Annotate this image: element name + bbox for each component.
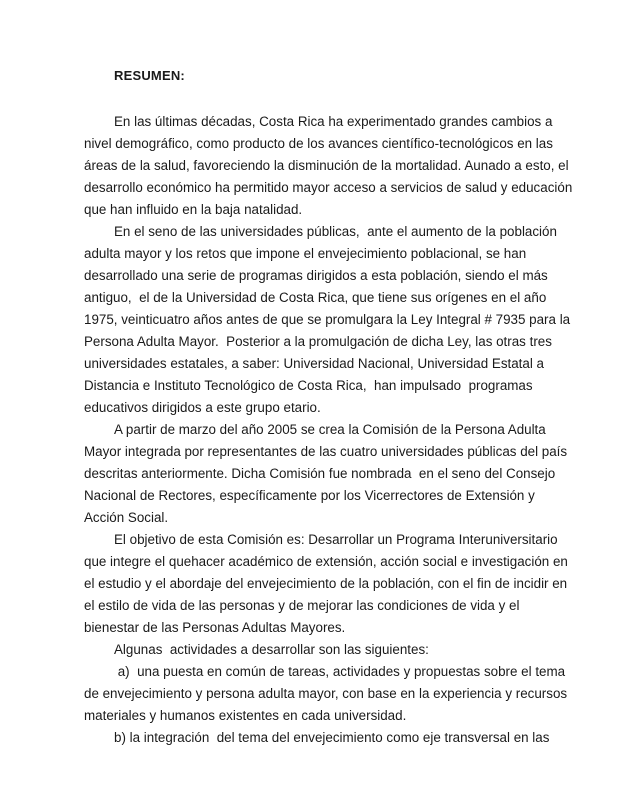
paragraph-3-line-1: A partir de marzo del año 2005 se crea la Comisión de la Persona Adulta — [114, 422, 546, 437]
paragraph-4-line-5: bienestar de las Personas Adultas Mayores. — [84, 620, 346, 635]
list-item-a-line-1: a) una puesta en común de tareas, actividades y propuestas sobre el tema — [114, 664, 566, 679]
paragraph-3-line-5: Acción Social. — [84, 510, 169, 525]
paragraph-2-line-8: Distancia e Instituto Tecnológico de Costa Rica, han impulsado programas — [84, 378, 533, 393]
paragraph-1-line-5: que han influido en la baja natalidad. — [84, 202, 303, 217]
list-item-a-line-3: materiales y humanos existentes en cada universidad. — [84, 708, 407, 723]
paragraph-4-line-1: El objetivo de esta Comisión es: Desarrollar un Programa Interuniversitario — [114, 532, 558, 547]
paragraph-2-line-1: En el seno de las universidades públicas, ante el aumento de la población — [114, 224, 557, 239]
list-item-a-line-2: de envejecimiento y persona adulta mayor, con base en la experiencia y recursos — [84, 686, 568, 701]
paragraph-1-line-2: nivel demográfico, como producto de los avances científico-tecnológicos en las — [84, 136, 553, 151]
paragraph-5-line-1: Algunas actividades a desarrollar son las siguientes: — [114, 642, 429, 657]
paragraph-2-line-9: educativos dirigidos a este grupo etario. — [84, 400, 321, 415]
paragraph-4-line-4: el estilo de vida de las personas y de mejorar las condiciones de vida y el — [84, 598, 520, 613]
paragraph-4-line-3: el estudio y el abordaje del envejecimiento de la población, con el fin de incidir en — [84, 576, 568, 591]
list-item-b-line-1: b) la integración del tema del envejecimiento como eje transversal en las — [114, 730, 550, 745]
paragraph-3-line-3: descritas anteriormente. Dicha Comisión fue nombrada en el seno del Consejo — [84, 466, 556, 481]
paragraph-3-line-4: Nacional de Rectores, específicamente por los Vicerrectores de Extensión y — [84, 488, 535, 503]
paragraph-1-line-3: áreas de la salud, favoreciendo la disminución de la mortalidad. Aunado a esto, el — [84, 158, 569, 173]
paragraph-3-line-2: Mayor integrada por representantes de las cuatro universidades públicas del país — [84, 444, 568, 459]
paragraph-2-line-4: antiguo, el de la Universidad de Costa Rica, que tiene sus orígenes en el año — [84, 290, 547, 305]
paragraph-1-line-4: desarrollo económico ha permitido mayor acceso a servicios de salud y educación — [84, 180, 573, 195]
paragraph-2-line-3: desarrollado una serie de programas dirigidos a esta población, siendo el más — [84, 268, 548, 283]
paragraph-2-line-7: universidades estatales, a saber: Universidad Nacional, Universidad Estatal a — [84, 356, 544, 371]
paragraph-2-line-2: adulta mayor y los retos que impone el envejecimiento poblacional, se han — [84, 246, 527, 261]
paragraph-4-line-2: que integre el quehacer académico de extensión, acción social e investigación en — [84, 554, 568, 569]
paragraph-1-line-1: En las últimas décadas, Costa Rica ha experimentado grandes cambios a — [114, 114, 553, 129]
paragraph-2-line-6: Persona Adulta Mayor. Posterior a la promulgación de dicha Ley, las otras tres — [84, 334, 552, 349]
section-heading: RESUMEN: — [114, 68, 185, 83]
paragraph-2-line-5: 1975, veinticuatro años antes de que se promulgara la Ley Integral # 7935 para la — [84, 312, 571, 327]
